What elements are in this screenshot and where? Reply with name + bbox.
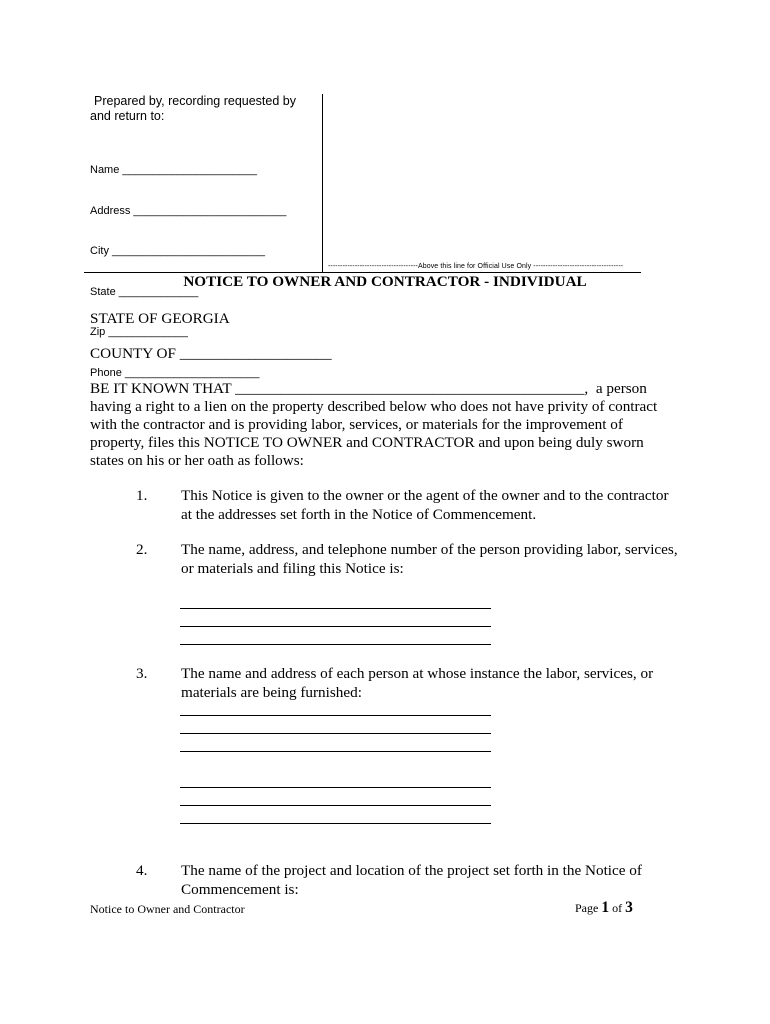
blank-line bbox=[180, 823, 491, 824]
page-of-label: of bbox=[612, 901, 623, 915]
address-field: Address _________________________ bbox=[90, 204, 287, 217]
page-label: Page bbox=[575, 901, 599, 915]
prepared-by-block bbox=[90, 94, 315, 124]
item-number: 3. bbox=[136, 665, 148, 682]
blank-line bbox=[180, 805, 491, 806]
blank-line bbox=[180, 787, 491, 788]
zip-field: Zip _____________ bbox=[90, 326, 188, 338]
item-text: The name, address, and telephone number of the person providing labor, services, or materials and filing this Notice is: bbox=[181, 541, 678, 577]
be-it-known-body: having a right to a lien on the property described below who does not have privity of contract with the contractor and is providing labor, services, or materials for the improvement of property, files this NOTICE TO OWNER and CONTRACTOR and upon being duly sworn states on his or her oath as follows: bbox=[90, 398, 658, 469]
prepared-by-line1: Prepared by, recording requested by bbox=[94, 94, 296, 108]
be-it-known-line: BE IT KNOWN THAT ______________________________________________, a person bbox=[90, 380, 647, 397]
footer-title: Notice to Owner and Contractor bbox=[90, 902, 245, 916]
official-use-line: -------------------------------------Above this line for Official Use Only ------------------------------------- bbox=[328, 263, 624, 270]
city-field: City _________________________ bbox=[90, 245, 265, 257]
be-it-known-paragraph bbox=[90, 380, 670, 470]
blank-line bbox=[180, 715, 491, 716]
blank-line bbox=[180, 751, 491, 752]
item-number: 2. bbox=[136, 541, 148, 558]
page-total: 3 bbox=[625, 899, 633, 916]
item-number: 4. bbox=[136, 862, 148, 879]
state-line: STATE OF GEORGIA bbox=[90, 310, 230, 327]
item-text: The name and address of each person at whose instance the labor, services, or materials are being furnished: bbox=[181, 665, 654, 701]
name-field: Name ______________________ bbox=[90, 164, 257, 176]
document-title: NOTICE TO OWNER AND CONTRACTOR - INDIVIDUAL bbox=[183, 273, 587, 290]
phone-field: Phone ______________________ bbox=[90, 366, 260, 379]
blank-line bbox=[180, 626, 491, 627]
item-text: This Notice is given to the owner or the agent of the owner and to the contractor at the addresses set forth in the Notice of Commencement. bbox=[181, 487, 669, 523]
header-vertical-divider bbox=[322, 94, 323, 272]
page-number bbox=[575, 899, 633, 917]
prepared-by-line2: and return to: bbox=[90, 109, 165, 123]
item-text: The name of the project and location of the project set forth in the Notice of Commencement is: bbox=[181, 862, 642, 898]
state-field: State _____________ bbox=[90, 285, 199, 298]
blank-line bbox=[180, 733, 491, 734]
county-line: COUNTY OF ____________________ bbox=[90, 345, 332, 362]
item-number: 1. bbox=[136, 487, 148, 504]
page-current: 1 bbox=[601, 899, 610, 916]
blank-line bbox=[180, 644, 491, 645]
blank-line bbox=[180, 608, 491, 609]
